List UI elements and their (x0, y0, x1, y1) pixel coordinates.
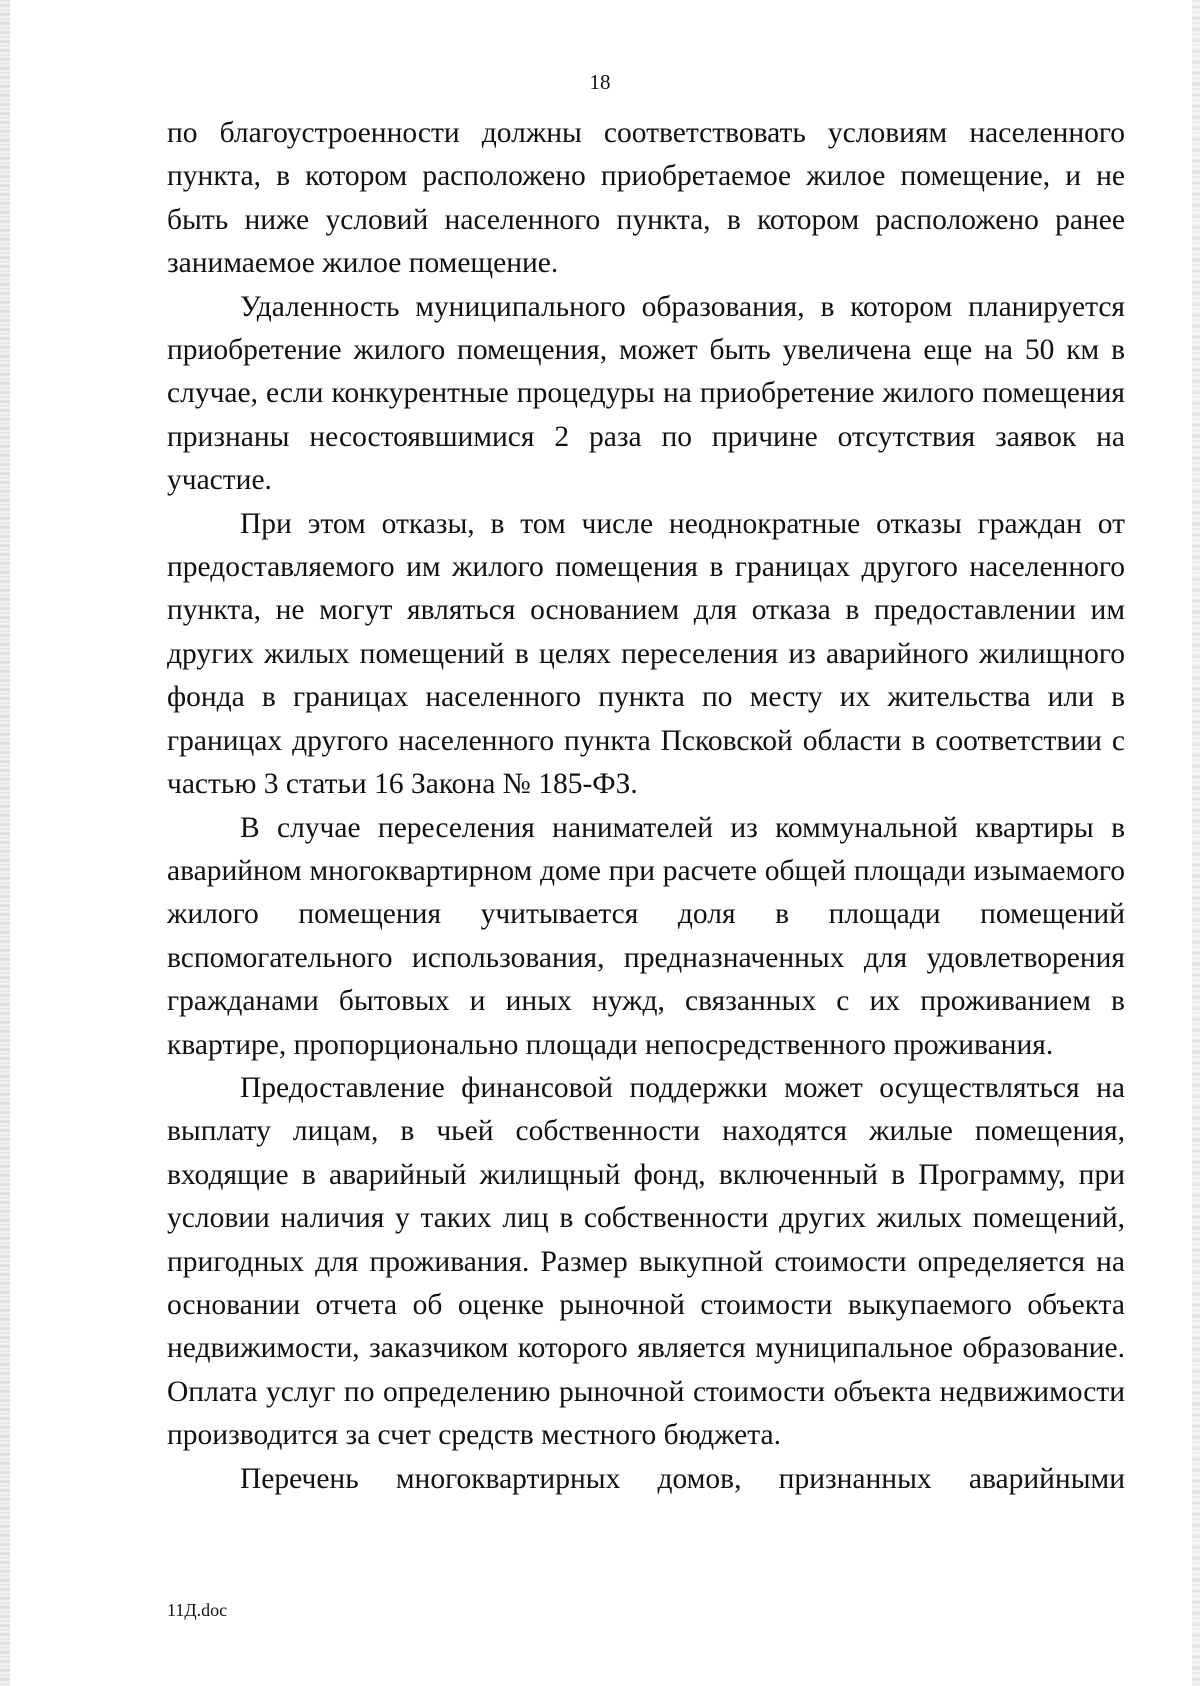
paragraph-distance: Удаленность муниципального образования, в котором планируется приобретение жилого помещения, может быть увеличена еще на 50 км в случае, если конкурентные процедуры на приобретение жилого помещения признаны несостоявшимися 2 раза по причине отсутствия заявок на участие. (167, 290, 1125, 497)
paragraph-financial-support: Предоставление финансовой поддержки может осуществляться на выплату лицам, в чьей собственности находятся жилые помещения, входящие в аварийный жилищный фонд, включенный в Программу, при условии наличия у таких лиц в собственности других жилых помещений, пригодных для проживания. Размер выкупной стоимости определяется на основании отчета об оценке рыночной стоимости выкупаемого объекта недвижимости, заказчиком которого является муниципальное образование. Оплата услуг по определению рыночной стоимости объекта недвижимости производится за счет средств местного бюджета. (167, 1071, 1125, 1452)
page-number: 18 (589, 70, 611, 94)
scan-edge-right (1192, 0, 1200, 1686)
paragraph-list-start: Перечень многоквартирных домов, признанных аварийными (240, 1462, 1125, 1495)
scan-edge-left (0, 0, 10, 1686)
paragraph-communal-apartment: В случае переселения нанимателей из коммунальной квартиры в аварийном многоквартирном доме при расчете общей площади изымаемого жилого помещения учитывается доля в площади помещений вспомогательного использования, предназначенных для удовлетворения гражданами бытовых и иных нужд, связанных с их проживанием в квартире, пропорционально площади непосредственного проживания. (167, 811, 1125, 1061)
document-body (167, 112, 1125, 1501)
footer-filename: 11Д.doc (167, 1600, 228, 1620)
paragraph-refusals: При этом отказы, в том числе неоднократные отказы граждан от предоставляемого им жилого помещения в границах другого населенного пункта, не могут являться основанием для отказа в предоставлении им других жилых помещений в целях переселения из аварийного жилищного фонда в границах населенного пункта по месту их жительства или в границах другого населенного пункта Псковской области в соответствии с частью 3 статьи 16 Закона № 185-ФЗ. (167, 507, 1125, 801)
paragraph-continuation: по благоустроенности должны соответствовать условиям населенного пункта, в котором расположено приобретаемое жилое помещение, и не быть ниже условий населенного пункта, в котором расположено ранее занимаемое жилое помещение. (167, 117, 1125, 280)
